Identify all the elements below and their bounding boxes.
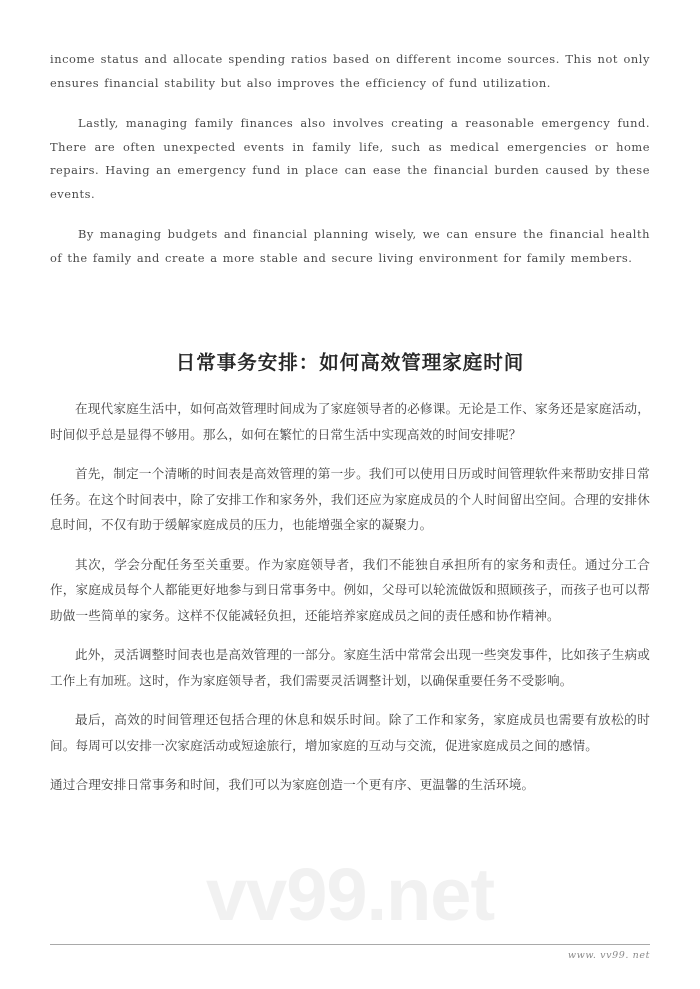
paragraph-cn-2: 首先，制定一个清晰的时间表是高效管理的第一步。我们可以使用日历或时间管理软件来帮助安排日常任务。在这个时间表中，除了安排工作和家务外，我们还应为家庭成员的个人时间留出空间。合理的安排休息时间，不仅有助于缓解家庭成员的压力，也能增强全家的凝聚力。 xyxy=(50,466,650,532)
paragraph-cn-3: 其次，学会分配任务至关重要。作为家庭领导者，我们不能独自承担所有的家务和责任。通过分工合作，家庭成员每个人都能更好地参与到日常事务中。例如，父母可以轮流做饭和照顾孩子，而孩子也可以帮助做一些简单的家务。这样不仅能减轻负担，还能培养家庭成员之间的责任感和协作精神。 xyxy=(50,556,650,623)
paragraph-cn-6: 通过合理安排日常事务和时间，我们可以为家庭创造一个更有序、更温馨的生活环境。 xyxy=(50,777,535,792)
section-heading: 日常事务安排：如何高效管理家庭时间 xyxy=(175,351,525,374)
paragraph-en-1: income status and allocate spending ratios based on different income sources. This not only ensures financial stability but also improves the efficiency of fund utilization. xyxy=(50,52,650,90)
paragraph-en-2: Lastly, managing family finances also involves creating a reasonable emergency fund. There are often unexpected events in family life, such as medical emergencies or home repairs. Having an emergency fund in place can ease the financial burden caused by these events. xyxy=(50,116,650,201)
paragraph-cn-4: 此外，灵活调整时间表也是高效管理的一部分。家庭生活中常常会出现一些突发事件，比如孩子生病或工作上有加班。这时，作为家庭领导者，我们需要灵活调整计划，以确保重要任务不受影响。 xyxy=(50,647,650,688)
footer-url: www. vv99. net xyxy=(567,950,650,961)
paragraph-cn-1: 在现代家庭生活中，如何高效管理时间成为了家庭领导者的必修课。无论是工作、家务还是家庭活动，时间似乎总是显得不够用。那么，如何在繁忙的日常生活中实现高效的时间安排呢？ xyxy=(50,401,650,442)
document-content xyxy=(50,48,650,812)
paragraph-en-3: By managing budgets and financial planning wisely, we can ensure the financial health of the family and create a more stable and secure living environment for family members. xyxy=(50,227,650,265)
paragraph-cn-5: 最后，高效的时间管理还包括合理的休息和娱乐时间。除了工作和家务，家庭成员也需要有放松的时间。每周可以安排一次家庭活动或短途旅行，增加家庭的互动与交流，促进家庭成员之间的感情。 xyxy=(50,712,650,753)
footer-divider xyxy=(50,944,650,945)
page-footer xyxy=(50,944,650,961)
watermark-vv99net: vv99.net xyxy=(205,853,495,936)
